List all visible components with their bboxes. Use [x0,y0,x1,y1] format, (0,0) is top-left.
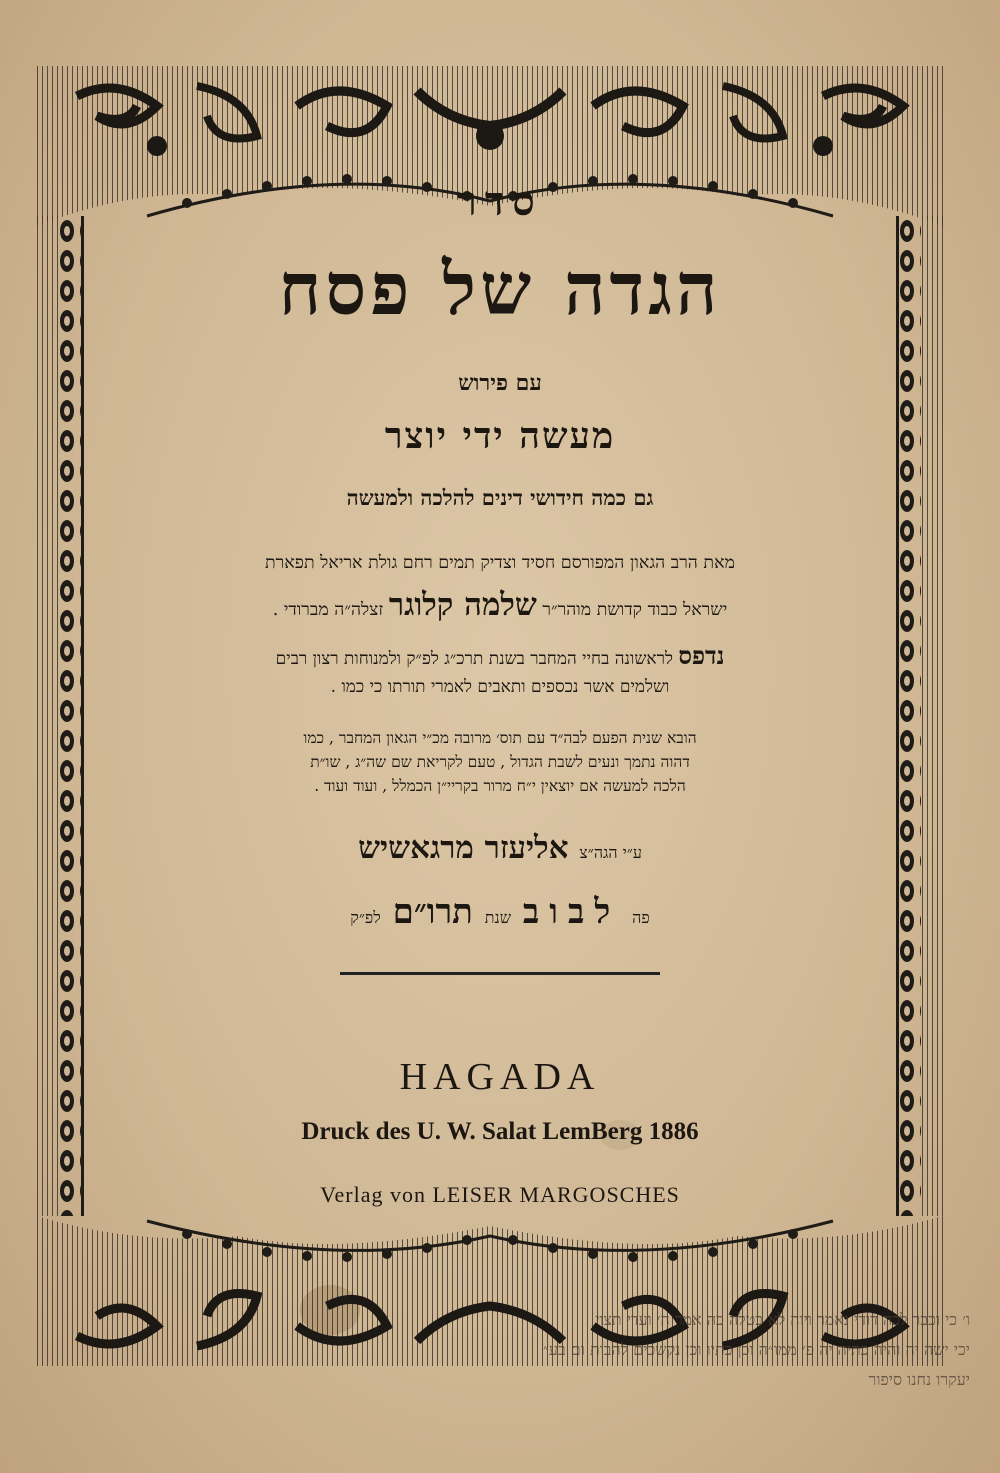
author-name: שלמה קלוגר [388,587,537,623]
bleed-line-1: ו׳ כי וכבר לכה דודי נאמר ויוה לא בטלה כה אמר ה׳ ועדי תצוי [595,1310,970,1329]
second-print-paragraph [150,726,850,798]
publisher-line [150,830,850,866]
publisher-name: אליעזר מרגאשיש [358,830,569,866]
seder-heading: סדר [457,178,543,225]
year-prefix: שנת [484,908,512,927]
year-suffix: לפ״ק [350,908,381,927]
publisher-imprint: Verlag von LEISER MARGOSCHES [320,1182,680,1207]
author-honorific: ישראל כבוד קדושת מוהר״ר [542,600,728,620]
second-print-line-3: הלכה למעשה אם יוצאין י״ח מרור בקריי״ן הכמלל , ועוד ועוד . [314,777,686,795]
second-print-line-1: הובא שנית הפעם לבה״ד עם תוס׳ מרובה מכ״י הגאון המחבר , כמו [303,729,697,747]
first-print-paragraph [150,642,850,701]
first-print-line-1 [150,642,850,673]
place-prefix: פה [632,908,650,927]
author-paragraph [150,542,850,631]
author-suffix: זצלה״ה מברודי . [272,600,384,620]
place-name: לבוב [522,892,621,932]
year: תרו״ם [392,892,473,932]
latin-title: HAGADA [399,1056,601,1098]
bleed-through-text [50,1305,970,1395]
bleed-line-3: יעקרו נחנו סיפור [868,1370,970,1389]
printer-line: Druck des U. W. Salat LemBerg 1886 [301,1118,699,1145]
first-print-line-2: ושלמים אשר נכספים ותאבים לאמרי תורתו כי כמו . [330,677,670,697]
with-commentary-line: עם פירוש [458,370,542,396]
place-year-line [150,892,850,932]
by-prefix: ע״י הגה״צ [579,843,642,862]
also-novellae-line: גם כמה חידושי דינים להלכה ולמעשה [346,485,654,510]
printed-word: נדפס [678,641,725,670]
author-line-2 [150,584,850,631]
author-line-1: מאת הרב הגאון המפורסם חסיד וצדיק תמים רחם גולת אריאל תפארת [265,553,735,573]
first-print-text: לראשונה בחיי המחבר בשנת תרכ״ג לפ״ק ולמנוחות רצון רבים [275,649,673,669]
commentary-title: מעשה ידי יוצר [384,415,616,457]
divider-rule [340,972,660,975]
second-print-line-2: דהוה נתמך ונעים לשבת הגדול , טעם לקריאת שם שה״ג , שו״ת [310,753,690,771]
bleed-line-2: יכי ישה יה והיה כתיה יה פ׳ ממו״ה וכן כתיו וכן נקשכים להבות ום בע״ [542,1340,970,1359]
main-title: הגדה של פסח [278,246,722,331]
